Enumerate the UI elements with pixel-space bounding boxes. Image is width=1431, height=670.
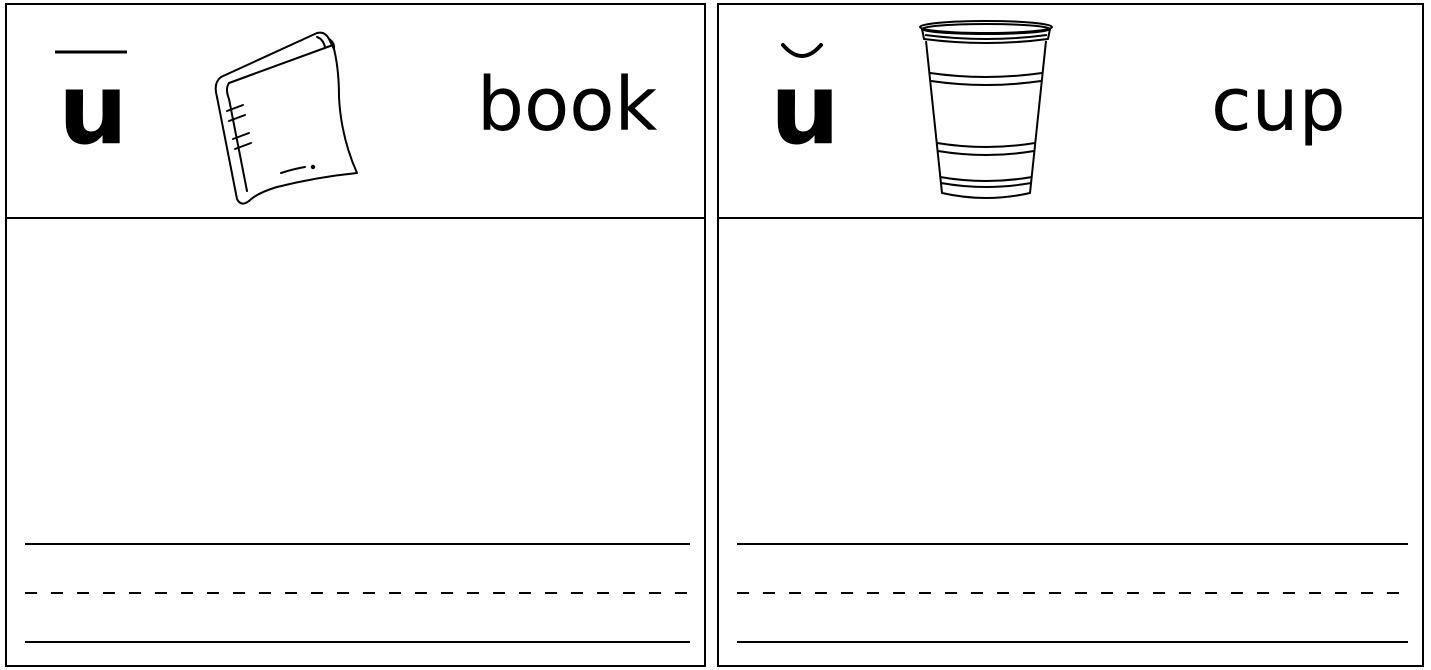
- vowel-card-cup: [717, 3, 1424, 667]
- card-header: [7, 5, 704, 219]
- word-label: book: [477, 62, 658, 148]
- vowel-letter: u: [58, 53, 128, 167]
- writing-top-line: [737, 543, 1408, 545]
- cup-icon: [916, 17, 1056, 207]
- vowel-letter: u: [770, 53, 840, 167]
- vowel-symbol: [53, 35, 133, 175]
- handwriting-lines: [25, 543, 690, 647]
- writing-top-line: [25, 543, 690, 545]
- book-icon: [207, 27, 367, 207]
- card-header: [719, 5, 1422, 219]
- word-label: cup: [1211, 62, 1346, 148]
- writing-midline: [737, 592, 1408, 594]
- writing-baseline: [25, 641, 690, 643]
- vowel-card-book: [5, 3, 706, 667]
- writing-baseline: [737, 641, 1408, 643]
- writing-midline: [25, 592, 690, 594]
- vowel-symbol: [765, 35, 845, 175]
- handwriting-lines: [737, 543, 1408, 647]
